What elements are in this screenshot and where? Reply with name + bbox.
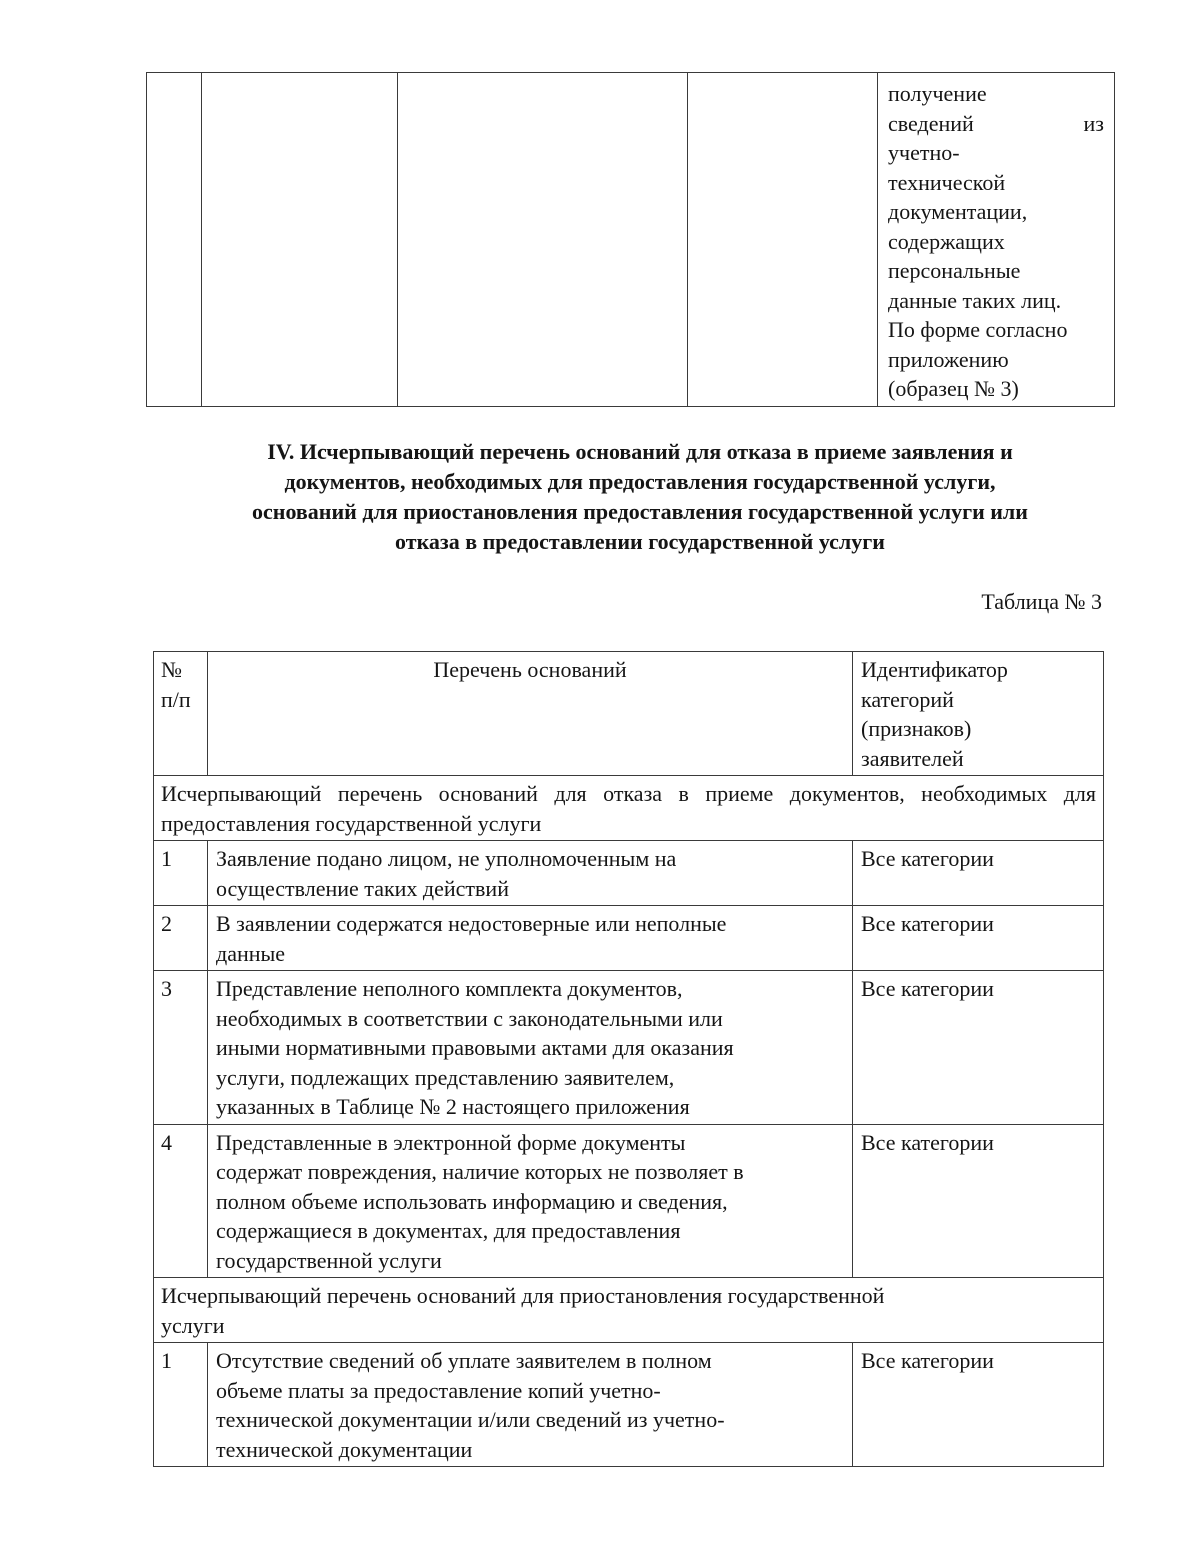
row-category: Все категории <box>853 906 1104 971</box>
table-row <box>154 1124 1104 1278</box>
continuation-line: приложению <box>888 346 1009 372</box>
continuation-cell-5 <box>878 73 1115 407</box>
continuation-line: данные таких лиц. <box>888 287 1062 313</box>
group-title-suspension: Исчерпывающий перечень оснований для приостановления государственной услуги <box>154 1278 1104 1343</box>
group-header-row <box>154 1278 1104 1343</box>
continuation-table <box>146 72 1115 407</box>
table-row <box>154 971 1104 1125</box>
continuation-cell-2 <box>202 73 398 407</box>
row-num: 3 <box>154 971 208 1125</box>
continuation-line: По форме согласно <box>888 317 1068 342</box>
continuation-cell-text <box>878 73 1114 404</box>
header-num: № п/п <box>154 652 208 776</box>
row-grounds: Заявление подано лицом, не уполномоченным на осуществление таких действий <box>208 841 853 906</box>
row-grounds: Представленные в электронной форме документы содержат повреждения, наличие которых не позволяет в полном объеме использовать информацию и сведения, содержащиеся в документах, для предоставления государственной услуги <box>208 1124 853 1278</box>
row-category: Все категории <box>853 841 1104 906</box>
group-title-refusal: Исчерпывающий перечень оснований для отказа в приеме документов, необходимых для предоставления государственной услуги <box>154 776 1104 841</box>
header-identifier: Идентификатор категорий (признаков) заявителей <box>853 652 1104 776</box>
header-grounds: Перечень оснований <box>208 652 853 776</box>
row-grounds: Представление неполного комплекта документов, необходимых в соответствии с законодательными или иными нормативными правовыми актами для оказания услуги, подлежащих представлению заявителем, указанных в Таблице № 2 настоящего приложения <box>208 971 853 1125</box>
table-header-row <box>154 652 1104 776</box>
row-num: 2 <box>154 906 208 971</box>
continuation-line: содержащих <box>888 228 1005 254</box>
table-row <box>154 1343 1104 1467</box>
continuation-line: технической <box>888 169 1006 195</box>
group-header-row <box>154 776 1104 841</box>
row-grounds: Отсутствие сведений об уплате заявителем в полном объеме платы за предоставление копий учетно- технической документации и/или сведений из учетно- технической документации <box>208 1343 853 1467</box>
table-caption: Таблица № 3 <box>981 589 1102 614</box>
row-num: 1 <box>154 841 208 906</box>
continuation-cell-1 <box>147 73 202 407</box>
table-row <box>154 841 1104 906</box>
row-category: Все категории <box>853 1124 1104 1278</box>
row-category: Все категории <box>853 971 1104 1125</box>
section-title-line: отказа в предоставлении государственной услуги <box>395 529 885 554</box>
grounds-table <box>153 651 1104 1467</box>
row-num: 1 <box>154 1343 208 1467</box>
continuation-line: сведений из <box>888 110 1104 136</box>
row-num: 4 <box>154 1124 208 1278</box>
row-category: Все категории <box>853 1343 1104 1467</box>
section-title-line: IV. Исчерпывающий перечень оснований для отказа в приеме заявления и <box>267 439 1013 464</box>
continuation-line: документации, <box>888 199 1028 224</box>
section-title-line: оснований для приостановления предоставления государственной услуги или <box>252 499 1028 524</box>
row-grounds: В заявлении содержатся недостоверные или неполные данные <box>208 906 853 971</box>
section-title <box>140 437 1140 557</box>
continuation-line: (образец № 3) <box>888 376 1019 401</box>
continuation-cell-3 <box>398 73 688 407</box>
continuation-line: получение <box>888 81 987 106</box>
section-title-line: документов, необходимых для предоставления государственной услуги, <box>284 469 996 494</box>
table-row <box>154 906 1104 971</box>
continuation-line: персональные <box>888 258 1021 283</box>
continuation-line: учетно- <box>888 140 960 165</box>
continuation-cell-4 <box>688 73 878 407</box>
